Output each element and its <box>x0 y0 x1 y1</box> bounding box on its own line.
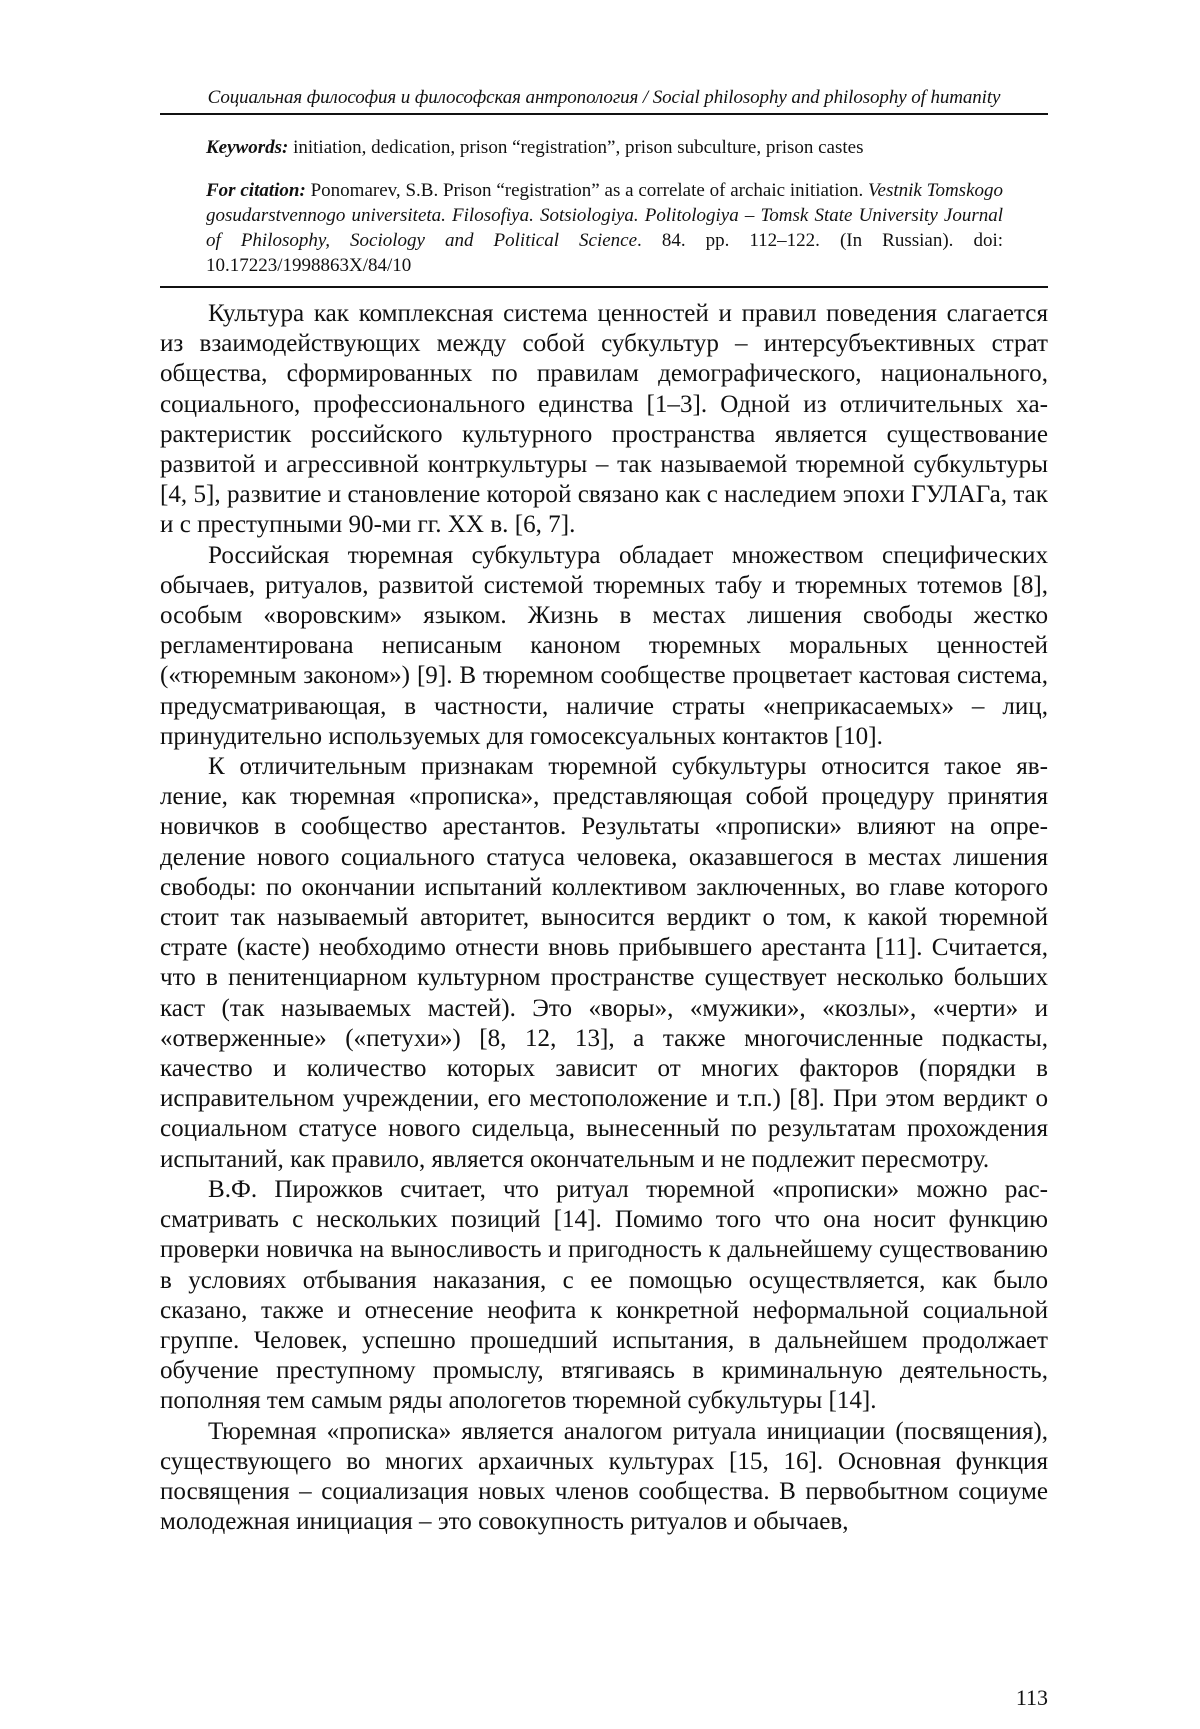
paragraph-3: К отличительным признакам тюремной субкультуры относится такое явление, как тюремная «прописка», представляющая собой процедуру принятия новичков в сообщество арестантов. Результаты «прописки» влияют на определение нового социального статуса человека, оказавшегося в местах лишения свободы: по окончании испытаний коллективом заключенных, во главе которого стоит так называемый авторитет, выносится вердикт о том, к какой тюремной страте (касте) необходимо отнести вновь прибывшего арестанта [11]. Считается, что в пенитенциарном культурном пространстве существует несколько больших каст (так называемых мастей). Это «воры», «мужики», «козлы», «черти» и «отверженные» («петухи») [8, 12, 13], а также многочисленные подкасты, качество и количество которых зависит от многих факторов (порядки в исправительном учреждении, его местоположение и т.п.) [8]. При этом вердикт о социальном статусе нового сидельца, вынесенный по результатам прохождения испытаний, как правило, является окончательным и не подлежит пересмотру. <box>160 753 1048 1173</box>
abstract-divider <box>160 286 1048 288</box>
citation-text: Ponomarev, S.B. Prison “registration” as a correlate of archaic initiation. <box>305 180 869 201</box>
paragraph-1: Культура как комплексная система ценностей и правил поведения слагается из взаимодействующих между собой субкультур – интерсубъективных страт общества, сформированных по правилам демографического, национального, социального, профессионального единства [1–3]. Одной из отличительных характеристик российского культурного пространства является существование развитой и агрессивной контркультуры – так называемой тюремной субкультуры [4, 5], развитие и становление которой связано как с наследием эпохи ГУЛАГа, так и с преступными 90-ми гг. XX в. [6, 7]. <box>160 300 1048 539</box>
citation-label: For citation: <box>206 180 306 201</box>
paragraph-2: Российская тюремная субкультура обладает множеством специфических обычаев, ритуалов, развитой системой тюремных табу и тюремных тотемов [8], особым «воровским» языком. Жизнь в местах лишения свободы жестко регламентирована неписаным каноном тюремных моральных ценностей («тюремным законом») [9]. В тюремном сообществе процветает кастовая система, предусматривающая, в частности, наличие страты «неприкасаемых» – лиц, принудительно используемых для гомосексуальных контактов [10]. <box>160 541 1048 750</box>
paragraph-5: Тюремная «прописка» является аналогом ритуала инициации (посвящения), существующего во многих архаичных культурах [15, 16]. Основная функция посвящения – социализация новых членов сообщества. В первобытном социуме молодежная инициация – это совокупность ритуалов и обычаев, <box>160 1417 1048 1536</box>
page-number: 113 <box>1015 1685 1048 1710</box>
keywords-block <box>206 135 1003 160</box>
citation-tail: . 84. pp. 112–122. (In Russian). doi: 10.17223/1998863X/84/10 <box>206 230 1004 276</box>
article-body <box>160 299 1048 1537</box>
running-header: Социальная философия и философская антропология / Social philosophy and philosophy of humanity <box>207 87 1001 108</box>
header-rule <box>160 113 1048 115</box>
keywords-text: initiation, dedication, prison “registration”, prison subculture, prison castes <box>288 137 864 158</box>
citation-block <box>206 178 1003 278</box>
paragraph-4: В.Ф. Пирожков считает, что ритуал тюремной «прописки» можно рассматривать с нескольких позиций [14]. Помимо того что она носит функцию проверки новичка на выносливость и пригодность к дальнейшему существованию в условиях отбывания наказания, с ее помощью осуществляется, как было сказано, также и отнесение неофита к конкретной неформальной социальной группе. Человек, успешно прошедший испытания, в дальнейшем продолжает обучение преступному промыслу, втягиваясь в криминальную деятельность, пополняя тем самым ряды апологетов тюремной субкультуры [14]. <box>160 1175 1048 1415</box>
keywords-label: Keywords: <box>206 137 289 158</box>
citation-journal: Vestnik Tomskogo gosudarstvennogo universiteta. Filosofiya. Sotsiologiya. Politologiya – Tomsk State University Journal of Philosophy, Sociology and Political Science <box>206 180 1003 251</box>
